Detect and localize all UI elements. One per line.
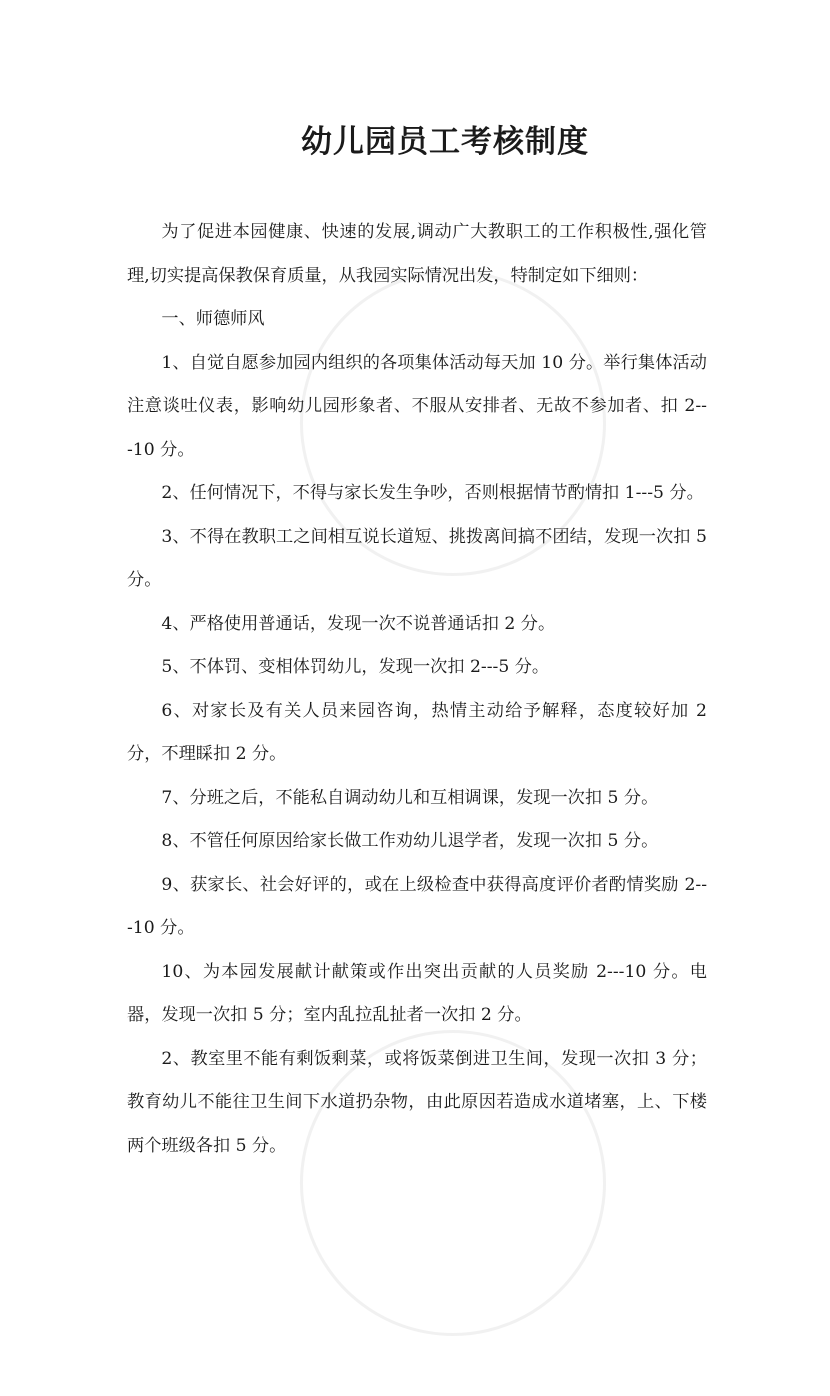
rule-item: 8、不管任何原因给家长做工作劝幼儿退学者，发现一次扣 5 分。 [161,831,659,851]
rule-item: 4、严格使用普通话，发现一次不说普通话扣 2 分。 [161,613,556,634]
document-body [127,211,707,1168]
section-heading: 一、师德师风 [161,309,265,329]
rule-item: 6、对家长及有关人员来园咨询，热情主动给予解释，态度较好加 2 分，不理睬扣 2 分。 [127,700,707,764]
document-title: 幼儿园员工考核制度 [301,124,589,160]
rule-item: 9、获家长、社会好评的，或在上级检查中获得高度评价者酌情奖励 2---10 分。 [127,874,707,938]
rule-item: 7、分班之后，不能私自调动幼儿和互相调课，发现一次扣 5 分。 [161,787,659,808]
rule-item: 3、不得在教职工之间相互说长道短、挑拨离间搞不团结，发现一次扣 5 分。 [127,526,707,590]
rule-item: 2、教室里不能有剩饭剩菜，或将饭菜倒进卫生间，发现一次扣 3 分；教育幼儿不能往卫生间下水道扔杂物，由此原因若造成水道堵塞，上、下楼两个班级各扣 5 分。 [127,1048,707,1156]
rule-item: 2、任何情况下，不得与家长发生争吵，否则根据情节酌情扣 1---5 分。 [161,483,704,503]
rule-item: 1、自觉自愿参加园内组织的各项集体活动每天加 10 分。举行集体活动注意谈吐仪表，影响幼儿园形象者、不服从安排者、无故不参加者、扣 2---10 分。 [127,352,707,460]
rule-item: 10、为本园发展献计献策或作出突出贡献的人员奖励 2---10 分。电器，发现一次扣 5 分；室内乱拉乱扯者一次扣 2 分。 [127,961,707,1025]
rule-item: 5、不体罚、变相体罚幼儿，发现一次扣 2---5 分。 [161,657,550,677]
intro-paragraph: 为了促进本园健康、快速的发展,调动广大教职工的工作积极性,强化管理,切实提高保教保育质量，从我园实际情况出发，特制定如下细则： [127,222,707,286]
